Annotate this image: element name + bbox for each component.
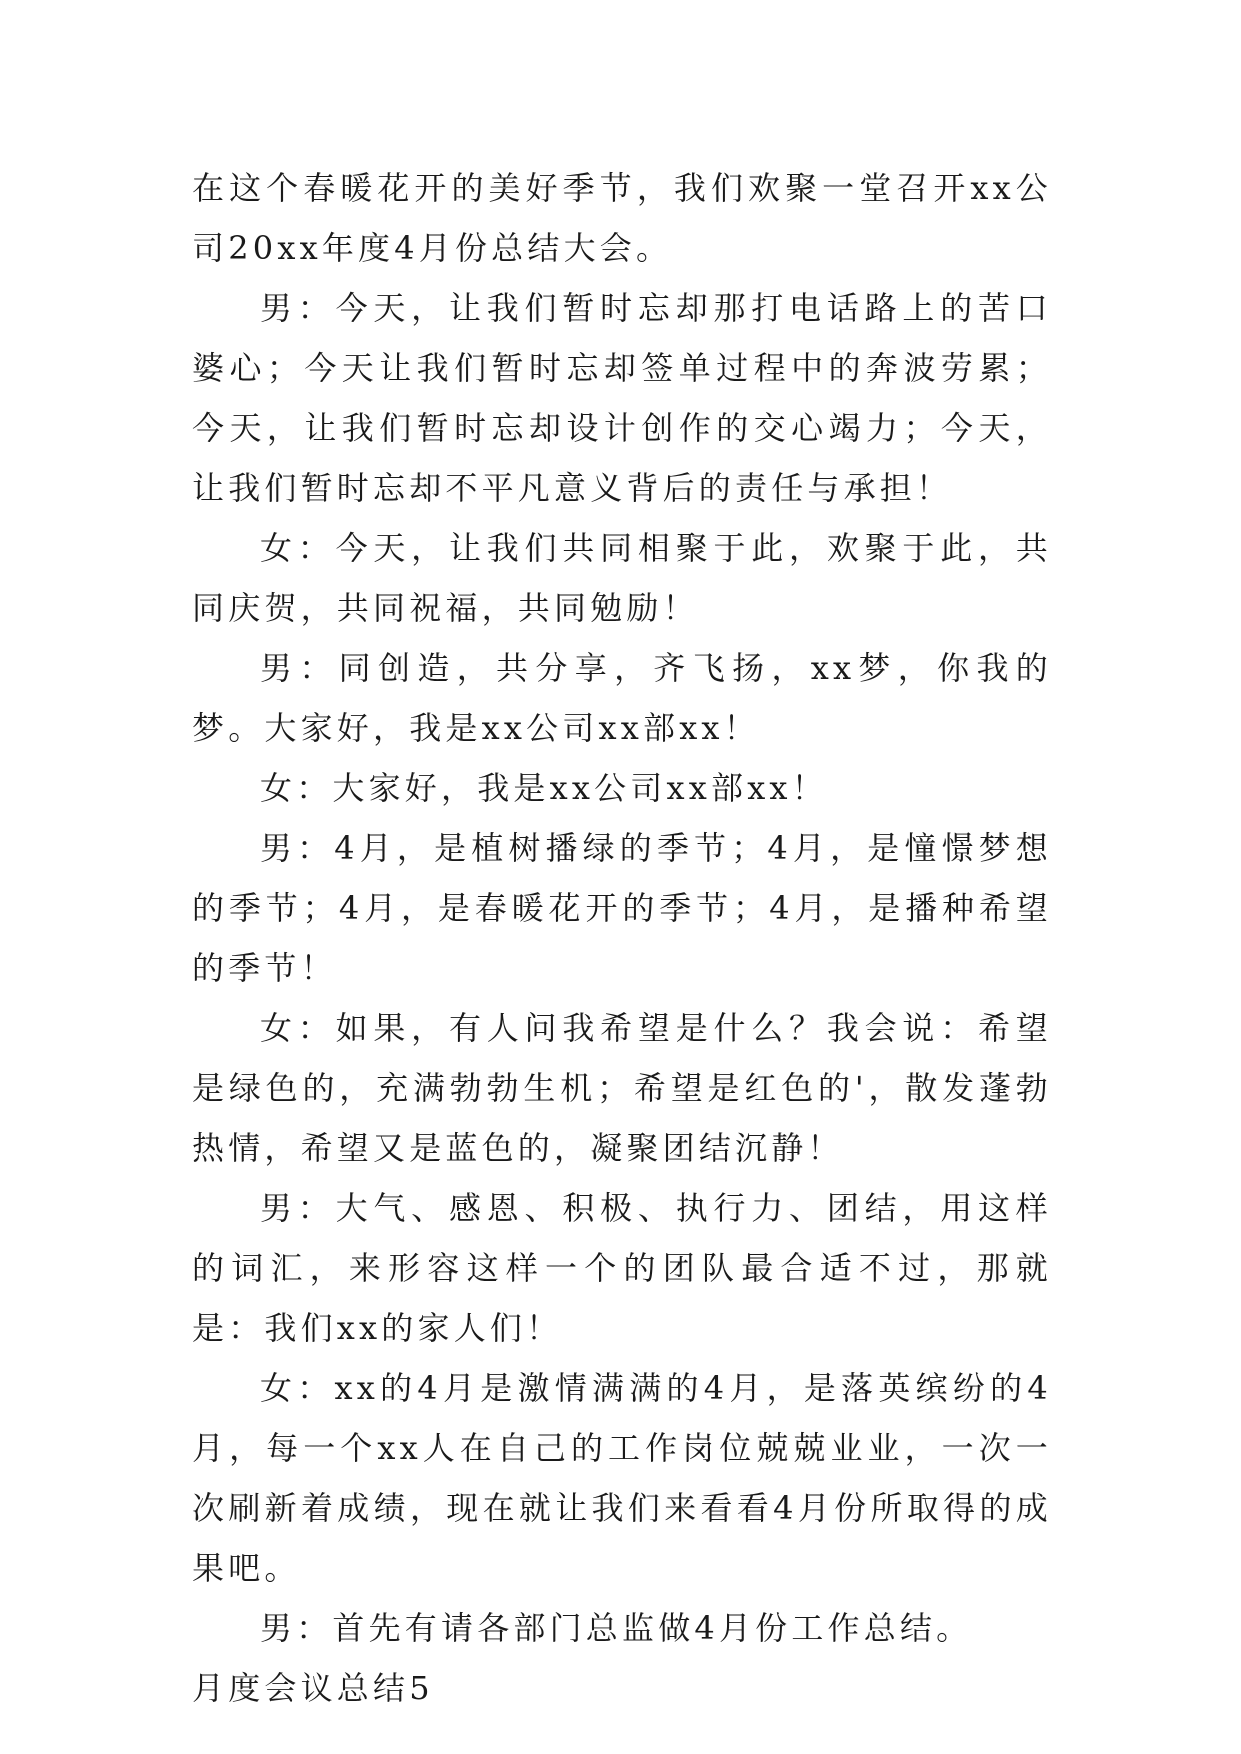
paragraph-intro: 在这个春暖花开的美好季节，我们欢聚一堂召开xx公司20xx年度4月份总结大会。 bbox=[192, 169, 1052, 267]
paragraph-female-4: 女：xx的4月是激情满满的4月，是落英缤纷的4月，每一个xx人在自己的工作岗位兢兢业业，一次一次刷新着成绩，现在就让我们来看看4月份所取得的成果吧。 bbox=[192, 1369, 1052, 1587]
paragraph-female-2: 女：大家好，我是xx公司xx部xx！ bbox=[260, 769, 828, 807]
paragraph-male-5: 男：首先有请各部门总监做4月份工作总结。 bbox=[260, 1609, 973, 1647]
paragraph-male-4: 男：大气、感恩、积极、执行力、团结，用这样的词汇，来形容这样一个的团队最合适不过，那就是：我们xx的家人们！ bbox=[192, 1189, 1052, 1347]
section-heading: 月度会议总结5 bbox=[192, 1669, 434, 1707]
paragraph-male-1: 男：今天，让我们暂时忘却那打电话路上的苦口婆心；今天让我们暂时忘却签单过程中的奔波劳累；今天，让我们暂时忘却设计创作的交心竭力；今天，让我们暂时忘却不平凡意义背后的责任与承担！ bbox=[192, 289, 1052, 507]
document-page bbox=[192, 158, 1052, 1718]
paragraph-female-3: 女：如果，有人问我希望是什么？我会说：希望是绿色的，充满勃勃生机；希望是红色的'，散发蓬勃热情，希望又是蓝色的，凝聚团结沉静！ bbox=[192, 1009, 1052, 1167]
paragraph-male-3: 男：4月，是植树播绿的季节；4月，是憧憬梦想的季节；4月，是春暖花开的季节；4月，是播种希望的季节！ bbox=[192, 829, 1052, 987]
paragraph-female-1: 女：今天，让我们共同相聚于此，欢聚于此，共同庆贺，共同祝福，共同勉励！ bbox=[192, 529, 1052, 627]
paragraph-male-2: 男：同创造，共分享，齐飞扬，xx梦，你我的梦。大家好，我是xx公司xx部xx！ bbox=[192, 649, 1052, 747]
